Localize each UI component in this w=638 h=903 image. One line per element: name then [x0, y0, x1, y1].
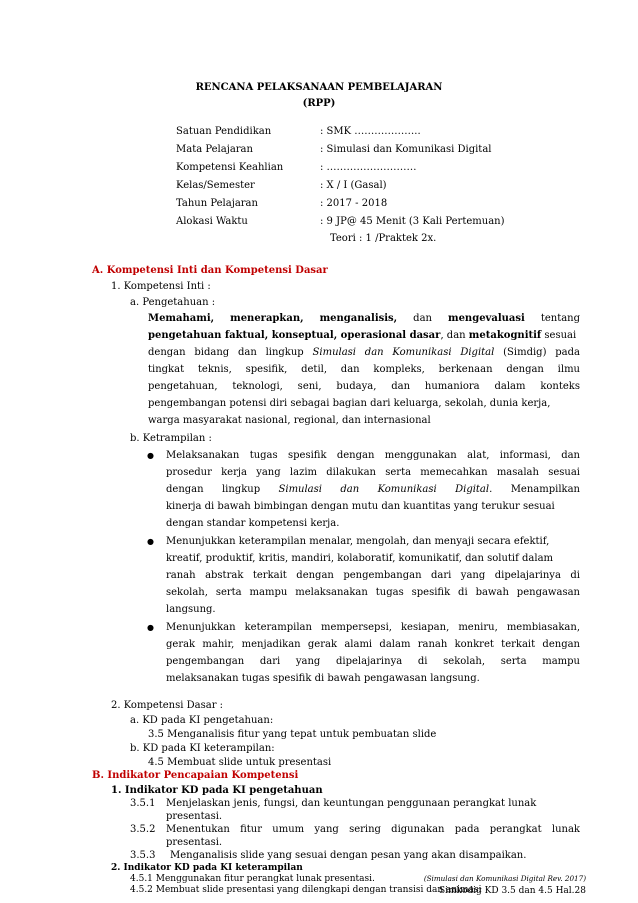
italic-term: Simulasi dan Komunikasi Digital.: [278, 484, 493, 495]
bullet-icon: ●: [147, 623, 154, 632]
indicator-group-label: 2. Indikator KD pada KI keterampilan: [111, 863, 303, 873]
skill-label: b. Ketrampilan :: [130, 433, 212, 444]
bullet-icon: ●: [147, 451, 154, 460]
bullet-line: langsung.: [166, 604, 216, 615]
indicator-text: Menjelaskan jenis, fungsi, dan keuntungan penggunaan perangkat lunak: [166, 798, 537, 809]
bold-term: Memahami,: [148, 313, 215, 324]
word: (Simdig) pada: [503, 347, 581, 358]
bold-term: mengevaluasi: [447, 313, 525, 324]
indicator-number: 3.5.2: [130, 824, 156, 835]
bullet-line: Menunjukkan keterampilan menalar, mengolah, dan menyaji secara efektif,: [166, 536, 550, 547]
word: sesuai: [544, 330, 577, 341]
knowledge-line: [148, 330, 576, 341]
meta-value: : Simulasi dan Komunikasi Digital: [320, 144, 492, 155]
word: dengan bidang dan lingkup: [148, 347, 304, 358]
knowledge-line: warga masyarakat nasional, regional, dan internasional: [148, 415, 431, 426]
meta-extra: Teori : 1 /Praktek 2x.: [330, 233, 437, 244]
meta-label: Alokasi Waktu: [176, 216, 248, 227]
bullet-line: sekolah, serta mampu melaksanakan tugas spesifik di bawah pengawasan: [166, 587, 580, 598]
ki-label: 1. Kompetensi Inti :: [111, 281, 211, 292]
indicator-group-label: 1. Indikator KD pada KI pengetahuan: [111, 785, 323, 796]
word: Menampilkan: [510, 484, 580, 495]
bullet-line: [166, 484, 580, 495]
bullet-line: dengan standar kompetensi kerja.: [166, 518, 340, 529]
bullet-line: melaksanakan tugas spesifik di bawah pengawasan langsung.: [166, 673, 480, 684]
indicator-text: Menentukan fitur umum yang sering digunakan pada perangkat lunak: [166, 824, 580, 835]
footer-page-ref: Simkodig KD 3.5 dan 4.5 Hal.28: [438, 886, 586, 896]
bold-term: menganalisis,: [319, 313, 398, 324]
bullet-line: kinerja di bawah bimbingan dengan mutu dan kuantitas yang terukur sesuai: [166, 501, 555, 512]
bullet-line: Melaksanakan tugas spesifik dengan menggunakan alat, informasi, dan: [166, 450, 580, 461]
meta-label: Kompetensi Keahlian: [176, 162, 284, 173]
word: dengan lingkup: [166, 484, 261, 495]
indicator-text: Menganalisis slide yang sesuai dengan pesan yang akan disampaikan.: [170, 850, 527, 861]
meta-label: Mata Pelajaran: [176, 144, 253, 155]
indicator-number: 3.5.1: [130, 798, 156, 809]
indicator-item: 4.5.2 Membuat slide presentasi yang dilengkapi dengan transisi dan animasi: [130, 885, 482, 895]
meta-label: Kelas/Semester: [176, 180, 255, 191]
indicator-text: presentasi.: [166, 837, 223, 848]
bold-term: menerapkan,: [230, 313, 304, 324]
kd-item-label: a. KD pada KI pengetahuan:: [130, 715, 274, 726]
bullet-line: Menunjukkan keterampilan mempersepsi, kesiapan, meniru, membiasakan,: [166, 622, 580, 633]
meta-value: : X / I (Gasal): [320, 180, 387, 191]
kd-label: 2. Kompetensi Dasar :: [111, 700, 224, 711]
footer-note: (Simulasi dan Komunikasi Digital Rev. 2017): [423, 874, 586, 883]
kd-item-label: b. KD pada KI keterampilan:: [130, 743, 275, 754]
word: tentang: [540, 313, 581, 324]
indicator-item: 4.5.1 Menggunakan fitur perangkat lunak presentasi.: [130, 874, 375, 884]
word: dan: [413, 313, 432, 324]
bullet-line: prosedur kerja yang lazim dilakukan serta memecahkan masalah sesuai: [166, 467, 580, 478]
knowledge-line: [148, 347, 580, 358]
section-b-heading: B. Indikator Pencapaian Kompetensi: [92, 770, 299, 781]
bold-term: pengetahuan faktual, konseptual, operasional dasar: [148, 330, 441, 341]
knowledge-line: pengembangan potensi diri sebagai bagian dari keluarga, sekolah, dunia kerja,: [148, 398, 551, 409]
document-title: RENCANA PELAKSANAAN PEMBELAJARAN: [195, 82, 443, 93]
meta-value: : SMK ………………..: [320, 126, 421, 137]
meta-label: Tahun Pelajaran: [176, 198, 258, 209]
bold-term: metakognitif: [468, 330, 542, 341]
knowledge-line: tingkat teknis, spesifik, detil, dan kompleks, berkenaan dengan ilmu: [148, 364, 580, 375]
bullet-line: gerak mahir, menjadikan gerak alami dalam ranah konkret terkait dengan: [166, 639, 580, 650]
knowledge-line: pengetahuan, teknologi, seni, budaya, dan humaniora dalam konteks: [148, 381, 580, 392]
meta-value: : ………………………: [320, 162, 417, 173]
indicator-number: 3.5.3: [130, 850, 156, 861]
italic-term: Simulasi dan Komunikasi Digital: [312, 347, 495, 358]
bullet-line: kreatif, produktif, kritis, mandiri, kolaboratif, komunikatif, dan solutif dalam: [166, 553, 554, 564]
meta-value: : 2017 - 2018: [320, 198, 388, 209]
kd-item-text: 4.5 Membuat slide untuk presentasi: [148, 757, 332, 768]
document-subtitle: (RPP): [302, 98, 336, 109]
indicator-text: presentasi.: [166, 811, 223, 822]
section-a-heading: A. Kompetensi Inti dan Kompetensi Dasar: [92, 265, 328, 276]
bullet-line: ranah abstrak terkait dengan pengembangan dari yang dipelajarinya di: [166, 570, 580, 581]
bullet-line: pengembangan dari yang dipelajarinya di sekolah, serta mampu: [166, 656, 580, 667]
meta-label: Satuan Pendidikan: [176, 126, 272, 137]
kd-item-text: 3.5 Menganalisis fitur yang tepat untuk pembuatan slide: [148, 729, 437, 740]
knowledge-label: a. Pengetahuan :: [130, 297, 216, 308]
meta-value: : 9 JP@ 45 Menit (3 Kali Pertemuan): [320, 216, 505, 227]
knowledge-line: [148, 313, 580, 324]
bullet-icon: ●: [147, 537, 154, 546]
word: , dan: [440, 330, 466, 341]
